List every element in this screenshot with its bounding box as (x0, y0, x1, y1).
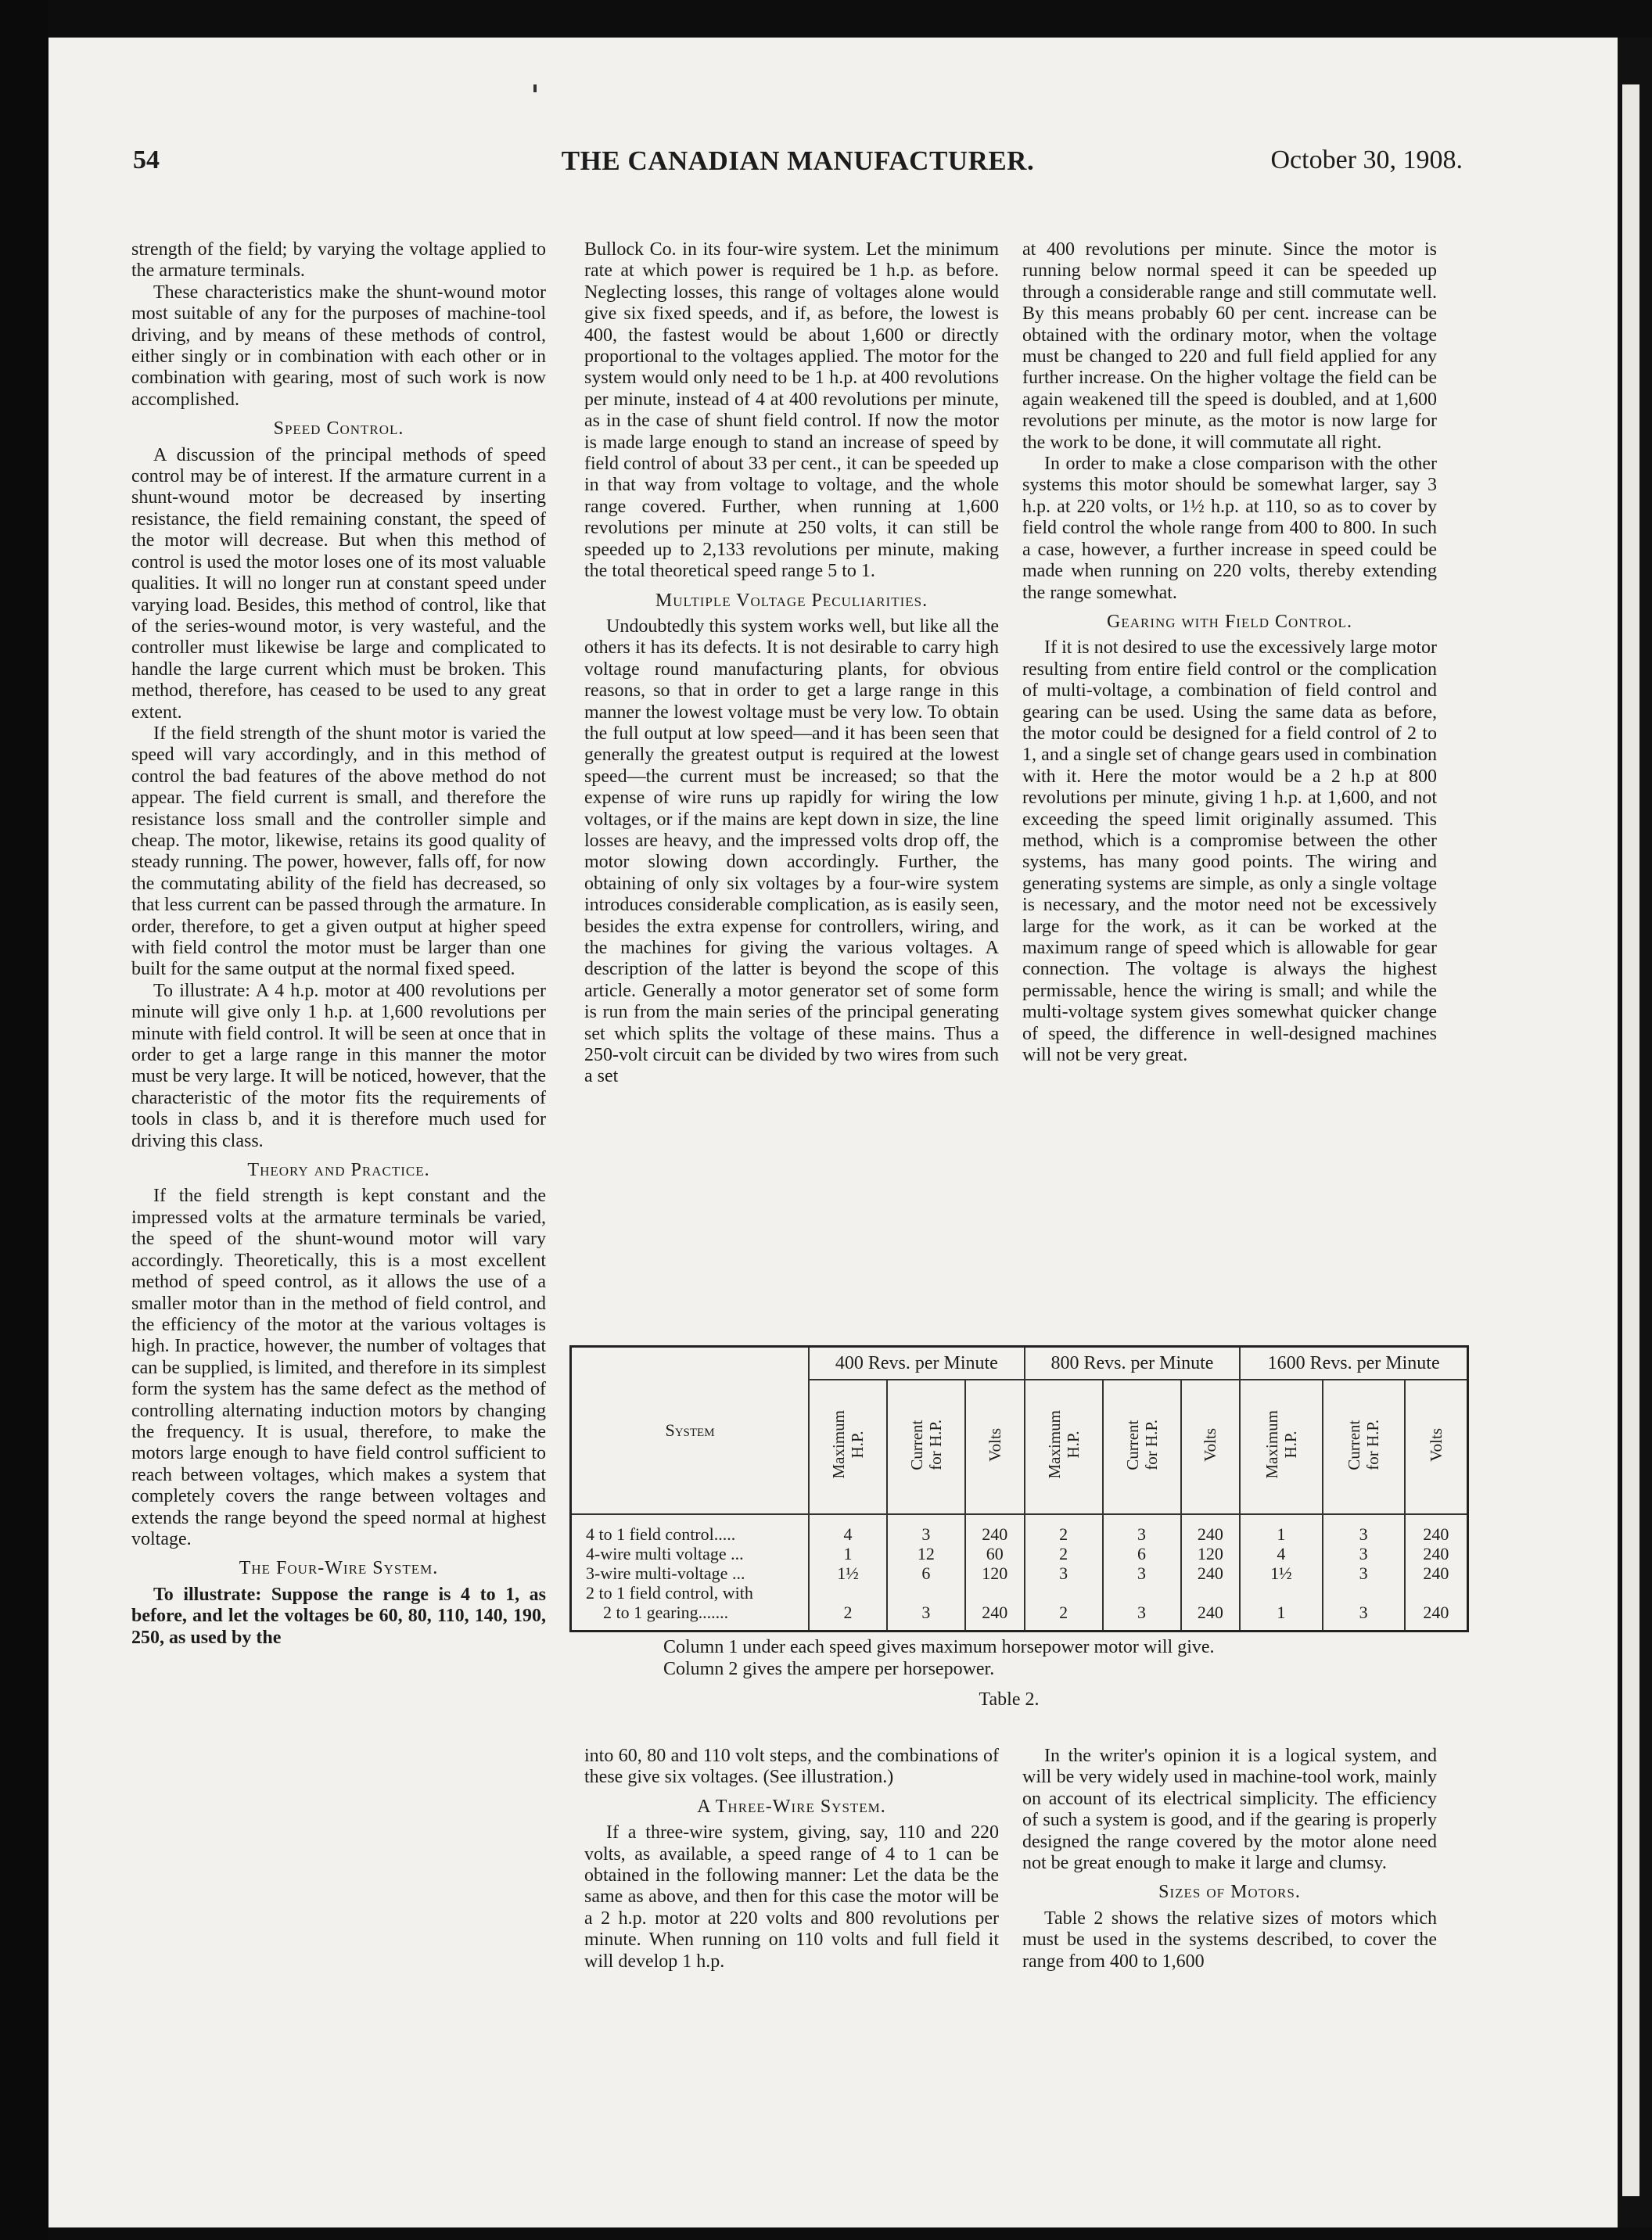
table-cell: 3 (1025, 1563, 1103, 1583)
subheader-text: Volts (985, 1427, 1004, 1462)
table-cell: 4 (809, 1524, 887, 1544)
table-cell (1025, 1583, 1103, 1603)
table-cell: 3 (1103, 1524, 1181, 1544)
table-cell (1103, 1583, 1181, 1603)
table-cell: 1 (809, 1544, 887, 1563)
paragraph: A discussion of the principal methods of speed control may be of interest. If the armature current in a shunt-wound motor be decreased by inserting resistance, the field remaining constant, the speed of the motor will decrease. But when this method of control is used the motor loses one of its most valuable qualities. It will no longer run at constant speed under varying load. Besides, this method of control, like that of the series-wound motor, is very wasteful, and the controller must likewise be large and complicated to handle the large current which must be broken. This method, therefore, has ceased to be used to any great extent. (131, 444, 546, 723)
table-row (571, 1563, 1468, 1583)
table-cell: 240 (1405, 1603, 1468, 1632)
table-row (571, 1603, 1468, 1632)
table-cell: 240 (1405, 1544, 1468, 1563)
paragraph: into 60, 80 and 110 volt steps, and the combinations of these give six voltages. (See illustration.) (584, 1746, 999, 1788)
table-cell: 3 (1323, 1524, 1405, 1544)
table-row (571, 1583, 1468, 1603)
table-note: Column 1 under each speed gives maximum horsepower motor will give. (663, 1637, 1215, 1657)
subheader-text: Current for H.P. (1345, 1419, 1383, 1470)
table-cell: 240 (1181, 1603, 1241, 1632)
table-note: Column 2 gives the ampere per horsepower. (663, 1659, 995, 1679)
table-cell: 12 (887, 1544, 965, 1563)
table-cell: 3 (887, 1524, 965, 1544)
table-cell: 1 (1240, 1603, 1322, 1632)
column-subheader (1240, 1380, 1322, 1514)
group-header: 800 Revs. per Minute (1025, 1347, 1241, 1380)
table-cell (965, 1583, 1025, 1603)
table-cell: 4 (1240, 1544, 1322, 1563)
table-cell (1181, 1583, 1241, 1603)
system-name: 4-wire multi voltage ... (571, 1544, 810, 1563)
spacer-cell (1103, 1514, 1181, 1524)
system-name: 4 to 1 field control..... (571, 1524, 810, 1544)
section-heading: A Three-Wire System. (697, 1796, 886, 1817)
system-header: System (571, 1347, 810, 1515)
spacer-cell (1240, 1514, 1322, 1524)
masthead: THE CANADIAN MANUFACTURER. (561, 145, 1035, 176)
section-heading: Gearing with Field Control. (1107, 611, 1352, 632)
paragraph: To illustrate: Suppose the range is 4 to 1, as before, and let the voltages be 60, 80, 110, 140, 190, 250, as used by the (131, 1584, 546, 1648)
table-cell: 120 (965, 1563, 1025, 1583)
column-subheader (887, 1380, 965, 1514)
page-number: 54 (133, 145, 160, 174)
column-subheader (1103, 1380, 1181, 1514)
table-cell: 2 (1025, 1544, 1103, 1563)
table-caption: Table 2. (979, 1689, 1040, 1710)
adjacent-page-sliver (1622, 84, 1639, 2196)
paragraph: In order to make a close comparison with the other systems this motor should be somewhat larger, say 3 h.p. at 220 volts, or 1½ h.p. at 110, so as to cover by field control the whole range from 400 to 800. In such a case, however, a further increase in speed could be made when running on 220 volts, thereby extending the range somewhat. (1022, 454, 1437, 603)
column-subheader (1181, 1380, 1241, 1514)
table-cell: 2 (1025, 1603, 1103, 1632)
table-cell: 6 (887, 1563, 965, 1583)
paragraph: Undoubtedly this system works well, but like all the others it has its defects. It is not desirable to carry high voltage round manufacturing plants, for obvious reasons, so that in order to get a large range in this manner the lowest voltage must be very low. To obtain the full output at low speed—and it has been seen that generally the greatest output is required at the lowest speed—the current must be increased; so that the expense of wire runs up rapidly for wiring the low voltages, or if the mains are kept down in size, the line losses are heavy, and the impressed volts drop off, the motor slowing down accordingly. Further, the obtaining of only six voltages by a four-wire system introduces considerable complication, as is easily seen, besides the extra expense for controllers, wiring, and the machines for giving the various voltages. A description of the latter is beyond the scope of this article. Generally a motor generator set of some form is run from the main series of the principal generating set which splits the voltage of these mains. Thus a 250-volt circuit can be divided by two wires from such a set (584, 616, 999, 1087)
article-column-1 (131, 239, 546, 2038)
column-subheader (965, 1380, 1025, 1514)
spacer-cell (887, 1514, 965, 1524)
table-cell: 3 (887, 1603, 965, 1632)
section-heading: Speed Control. (273, 418, 404, 440)
paragraph: To illustrate: A 4 h.p. motor at 400 revolutions per minute will give only 1 h.p. at 1,600 revolutions per minute with field control. It will be seen at once that in order to get a large range in this manner the motor must be very large. It will be noticed, however, that the characteristic of the motor fits the requirements of tools in class b, and it is therefore much used for driving this class. (131, 980, 546, 1151)
spacer-cell (1181, 1514, 1241, 1524)
issue-date: October 30, 1908. (1270, 145, 1463, 174)
group-header: 1600 Revs. per Minute (1240, 1347, 1467, 1380)
motor-size-table (569, 1345, 1469, 1624)
paragraph: If the field strength of the shunt motor is varied the speed will vary accordingly, and in this method of control the bad features of the above method do not appear. The field current is small, and therefore the resistance loss small and the controller simple and cheap. The motor, likewise, retains its good quality of steady running. The power, however, falls off, for now the commutating ability of the field has decreased, so that less current can be passed through the armature. In order, therefore, to get a given output at higher speed with field control the motor must be larger than one built for the same output at the normal fixed speed. (131, 723, 546, 980)
group-header: 400 Revs. per Minute (809, 1347, 1025, 1380)
table-cell: 3 (1323, 1544, 1405, 1563)
column-subheader (809, 1380, 887, 1514)
system-name: 2 to 1 gearing....... (571, 1603, 810, 1632)
table-cell: 1½ (1240, 1563, 1322, 1583)
spacer-cell (1025, 1514, 1103, 1524)
table-body (571, 1514, 1468, 1632)
table-notes (663, 1636, 1367, 1680)
subheader-text: Current for H.P. (1122, 1419, 1161, 1470)
column-subheader (1405, 1380, 1468, 1514)
section-heading: The Four-Wire System. (239, 1558, 439, 1579)
system-name: 3-wire multi-voltage ... (571, 1563, 810, 1583)
paragraph: at 400 revolutions per minute. Since the motor is running below normal speed it can be speeded up through a considerable range and still commutate well. By this means probably 60 per cent. increase can be obtained with the ordinary motor, when the voltage must be changed to 220 and full field applied for any further increase. On the higher voltage the field can be again weakened till the speed is doubled, and at 1,600 revolutions per minute, as the motor is now large for the work to be done, it will commutate all right. (1022, 239, 1437, 453)
table-cell: 1 (1240, 1524, 1322, 1544)
section-heading: Multiple Voltage Peculiarities. (655, 590, 928, 611)
table-row (571, 1544, 1468, 1563)
spacer-cell (809, 1514, 887, 1524)
table-cell: 3 (1103, 1563, 1181, 1583)
table-cell: 3 (1323, 1603, 1405, 1632)
table-cell: 60 (965, 1544, 1025, 1563)
scan-border (0, 0, 48, 2240)
spacer-cell (1405, 1514, 1468, 1524)
article-column-2 (584, 239, 999, 1303)
paragraph: If it is not desired to use the excessively large motor resulting from entire field control or the complication of multi-voltage, a combination of field control and gearing can be used. Using the same data as before, the motor could be designed for a field control of 2 to 1, and a single set of change gears used in combination with it. Here the motor would be a 2 h.p at 800 revolutions per minute, giving 1 h.p. at 1,600, and not exceeding the speed limit originally assumed. This method, which is a compromise between the other systems, has many good points. The wiring and generating systems are simple, as only a single voltage is necessary, and the motor need not be excessively large for the work, as it can be worked at the maximum range of speed which is allowable for gear connection. The voltage is always the highest permissable, hence the wiring is small; and while the multi-voltage system gives somewhat quicker change of speed, the difference in well-designed machines will not be very great. (1022, 637, 1437, 1066)
subheader-text: Maximum H.P. (1262, 1410, 1300, 1479)
section-heading: Sizes of Motors. (1158, 1882, 1301, 1903)
table-cell (1240, 1583, 1322, 1603)
table-cell: 240 (965, 1603, 1025, 1632)
paragraph: If the field strength is kept constant and the impressed volts at the armature terminals be varied, the speed of the shunt-wound motor will vary accordingly. Theoretically, this is a most excellent method of speed control, as it allows the use of a smaller motor than in the method of field control, and the efficiency of the motor at the various voltages is high. In practice, however, the number of voltages that can be supplied, is limited, and therefore in its simplest form the system has the same defect as the method of controlling alternating induction motors by changing the frequency. It is usual, therefore, to make the motors large enough to have field control sufficient to reach between voltages, which makes a system that completely covers the range between voltages and extends the range beyond the speed normal at highest voltage. (131, 1186, 546, 1549)
subheader-text: Maximum H.P. (828, 1410, 867, 1479)
spacer-cell (571, 1514, 810, 1524)
system-name: 2 to 1 field control, with (571, 1583, 810, 1603)
paragraph: Table 2 shows the relative sizes of motors which must be used in the systems described, to cover the range from 400 to 1,600 (1022, 1908, 1437, 1972)
table-cell: 3 (1323, 1563, 1405, 1583)
article-column-2-continued (584, 1746, 999, 2074)
table-cell (809, 1583, 887, 1603)
subheader-text: Volts (1426, 1427, 1446, 1462)
table-cell: 120 (1181, 1544, 1241, 1563)
table-cell: 2 (1025, 1524, 1103, 1544)
table-2 (569, 1345, 1469, 1632)
table-row (571, 1524, 1468, 1544)
article-column-3 (1022, 239, 1437, 1303)
table-cell: 240 (1181, 1524, 1241, 1544)
table-cell: 1½ (809, 1563, 887, 1583)
table-cell: 2 (809, 1603, 887, 1632)
paragraph: If a three-wire system, giving, say, 110 and 220 volts, as available, a speed range of 4 to 1 can be obtained in the following manner: Let the data be the same as above, and then for this case the motor will be a 2 h.p. motor at 220 volts and 800 revolutions per minute. When running on 110 volts and full field it will develop 1 h.p. (584, 1822, 999, 1972)
table-cell (887, 1583, 965, 1603)
table-cell: 240 (1405, 1524, 1468, 1544)
section-heading: Theory and Practice. (247, 1160, 430, 1181)
page-header (133, 145, 1463, 192)
subheader-text: Maximum H.P. (1044, 1410, 1083, 1479)
table-cell: 240 (1181, 1563, 1241, 1583)
table-cell: 6 (1103, 1544, 1181, 1563)
subheader-text: Current for H.P. (907, 1419, 945, 1470)
paragraph: Bullock Co. in its four-wire system. Let the minimum rate at which power is required be 1 h.p. as before. Neglecting losses, this range of voltages alone would give six fixed speeds, and if, as before, the lowest is 400, the fastest would be about 1,600 or directly proportional to the voltages applied. The motor for the system would only need to be 1 h.p. at 400 revolutions per minute, instead of 4 at 400 revolutions per minute, as in the case of shunt field control. If now the motor is made large enough to stand an increase of speed by field control of about 33 per cent., it can be speeded up in that way from voltage to voltage, and the whole range covered. Further, when running at 1,600 revolutions per minute at 250 volts, it can still be speeded up to 2,133 revolutions per minute, making the total theoretical speed range 5 to 1. (584, 239, 999, 582)
paragraph: These characteristics make the shunt-wound motor most suitable of any for the purposes of machine-tool driving, and by means of these methods of control, either singly or in combination with each other or in combination with gearing, most of such work is now accomplished. (131, 282, 546, 410)
print-mark (533, 84, 537, 92)
spacer-row (571, 1514, 1468, 1524)
article-column-3-continued (1022, 1746, 1437, 2074)
table-cell (1323, 1583, 1405, 1603)
table-cell: 240 (1405, 1563, 1468, 1583)
adjacent-page-edge (1618, 38, 1652, 2227)
column-subheader (1323, 1380, 1405, 1514)
table-cell: 240 (965, 1524, 1025, 1544)
spacer-cell (1323, 1514, 1405, 1524)
table-cell (1405, 1583, 1468, 1603)
paragraph: In the writer's opinion it is a logical system, and will be very widely used in machine-tool work, mainly on account of its electrical simplicity. The efficiency of such a system is good, and if the gearing is properly designed the range covered by the motor alone need not be great enough to make it large and clumsy. (1022, 1746, 1437, 1874)
subheader-text: Volts (1201, 1427, 1220, 1462)
spacer-cell (965, 1514, 1025, 1524)
table-cell: 3 (1103, 1603, 1181, 1632)
paragraph: strength of the field; by varying the voltage applied to the armature terminals. (131, 239, 546, 282)
column-subheader (1025, 1380, 1103, 1514)
